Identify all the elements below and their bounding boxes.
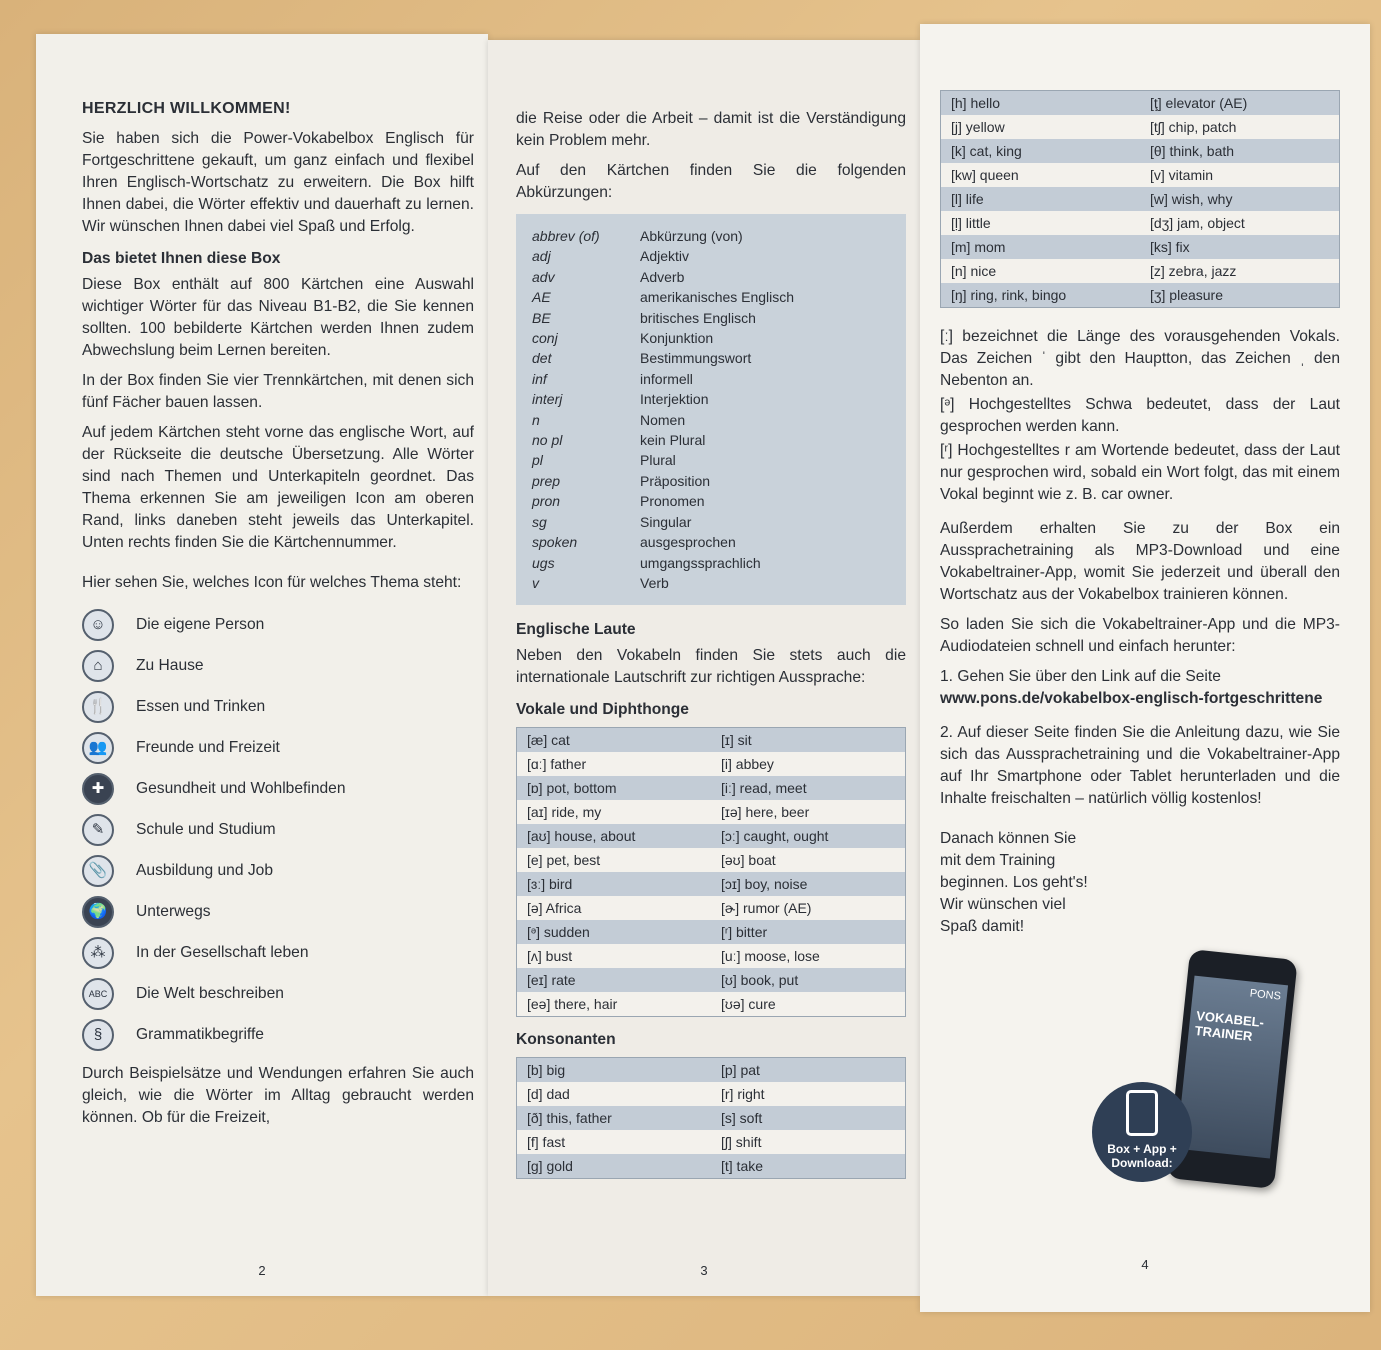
- sound-row: [941, 211, 1340, 235]
- sound-cell: [ʊ] book, put: [711, 968, 906, 992]
- topic-label: Die eigene Person: [136, 615, 265, 633]
- welcome-heading: HERZLICH WILLKOMMEN!: [82, 100, 291, 117]
- sound-row: [941, 259, 1340, 283]
- abbreviation-row: [532, 450, 890, 470]
- sound-cell: [əʊ] boat: [711, 848, 906, 872]
- abbreviation-meaning: kein Plural: [640, 432, 706, 449]
- abbreviation-row: [532, 287, 890, 307]
- topic-label: Unterwegs: [136, 902, 211, 920]
- sound-row: [941, 115, 1340, 139]
- sound-cell: [b] big: [517, 1058, 712, 1083]
- final-text: Danach können Sie mit dem Training beginnen. Los geht's! Wir wünschen viel Spaß damit!: [940, 830, 1088, 935]
- abc-icon: ABC: [82, 978, 114, 1010]
- abbreviation: adv: [532, 268, 555, 285]
- sound-row: [941, 163, 1340, 187]
- plate-icon: 🍴: [82, 691, 114, 723]
- sound-cell: [dʒ] jam, object: [1140, 211, 1340, 235]
- intro-text: Sie haben sich die Power-Vokabelbox Englisch für Fortgeschrittene gekauft, um ganz einfach und flexibel Ihren Englisch-Wortschatz zu erweitern. Die Box hilft Ihnen dabei, die Wörter effektiv und dauerhaft zu lernen. Wir wünschen Ihnen dabei viel Spaß und Erfolg.: [82, 130, 474, 235]
- abbreviation-meaning: informell: [640, 370, 693, 387]
- abbreviation: sg: [532, 513, 547, 530]
- sound-row: [517, 848, 906, 872]
- sound-row: [517, 1106, 906, 1130]
- r-note: [ʳ] Hochgestelltes r am Wortende bedeutet, dass der Laut nur gesprochen wird, sobald ein Wort folgt, das mit einem Vokal beginnt wie z. B. car owner.: [940, 442, 1340, 503]
- sound-cell: [θ] think, bath: [1140, 139, 1340, 163]
- topic-item: [82, 1014, 474, 1055]
- cards-text: Auf jedem Kärtchen steht vorne das englische Wort, auf der Rückseite die deutsche Übersetzung. Alle Wörter sind nach Themen und Unterkapiteln geordnet. Das Thema erkennen Sie am jeweiligen Icon am oberen Rand, links daneben steht jeweils das Unterkapitel. Unten rechts finden Sie die Kärtchennummer.: [82, 424, 474, 551]
- sound-row: [941, 139, 1340, 163]
- sound-cell: [ʳ] bitter: [711, 920, 906, 944]
- house-icon: ⌂: [82, 650, 114, 682]
- sound-row: [517, 776, 906, 800]
- sound-cell: [ɒ] pot, bottom: [517, 776, 712, 800]
- sound-cell: [d] dad: [517, 1082, 712, 1106]
- people-icon: 👥: [82, 732, 114, 764]
- abbreviation-row: [532, 512, 890, 532]
- closing-text: Durch Beispielsätze und Wendungen erfahren Sie auch gleich, wie die Wörter im Alltag gebraucht werden können. Ob für die Freizeit,: [82, 1065, 474, 1126]
- sound-cell: [eɪ] rate: [517, 968, 712, 992]
- badge-text: Box + App + Download:: [1107, 1142, 1177, 1170]
- download-badge: [1092, 1082, 1192, 1182]
- topic-item: [82, 891, 474, 932]
- abbreviation: det: [532, 350, 552, 367]
- box-subheading: Das bietet Ihnen diese Box: [82, 250, 281, 267]
- sound-cell: [ɜː] bird: [517, 872, 712, 896]
- abbreviation-row: [532, 410, 890, 430]
- sound-cell: [ŋ] ring, rink, bingo: [941, 283, 1141, 308]
- abbreviation-meaning: Adverb: [640, 268, 685, 285]
- sound-cell: [ʒ] pleasure: [1140, 283, 1340, 308]
- sound-row: [517, 1130, 906, 1154]
- abbreviations-intro: Auf den Kärtchen finden Sie die folgenden Abkürzungen:: [516, 162, 906, 201]
- vowels-table: [516, 727, 906, 1017]
- phone-title: VOKABEL-TRAINER: [1194, 1008, 1265, 1044]
- sound-row: [941, 283, 1340, 308]
- page-3: [488, 40, 920, 1296]
- topic-item: [82, 604, 474, 645]
- sound-cell: [ţ] elevator (AE): [1140, 91, 1340, 116]
- step-2: 2. Auf dieser Seite finden Sie die Anleitung dazu, wie Sie sich das Aussprachetraining und die Vokabeltrainer-App auf Ihr Smartphone oder Tablet herunterladen und die Inhalte freischalten – natürlich völlig kostenlos!: [940, 724, 1340, 807]
- abbreviation-row: [532, 308, 890, 328]
- abbreviation-meaning: Adjektiv: [640, 248, 690, 265]
- sound-row: [517, 1058, 906, 1083]
- sound-cell: [s] soft: [711, 1106, 906, 1130]
- abbreviation: pl: [532, 452, 543, 469]
- topic-item: [82, 645, 474, 686]
- abbreviation: conj: [532, 330, 558, 347]
- abbreviation-meaning: Plural: [640, 452, 676, 469]
- sound-cell: [ʊə] cure: [711, 992, 906, 1017]
- abbreviation-meaning: Präposition: [640, 472, 711, 489]
- abbreviations-box: [516, 214, 906, 605]
- sound-cell: [l] life: [941, 187, 1141, 211]
- sound-cell: [m] mom: [941, 235, 1141, 259]
- topic-label: Ausbildung und Job: [136, 861, 273, 879]
- topic-item: [82, 686, 474, 727]
- abbreviation-row: [532, 226, 890, 246]
- sound-row: [517, 728, 906, 753]
- sound-cell: [t] take: [711, 1154, 906, 1179]
- cross-icon: ✚: [82, 773, 114, 805]
- schwa-note: [ᵊ] Hochgestelltes Schwa bedeutet, dass der Laut gesprochen werden kann.: [940, 396, 1340, 435]
- smiley-icon: ☺: [82, 609, 114, 641]
- sound-row: [517, 1082, 906, 1106]
- topic-item: [82, 727, 474, 768]
- pencil-icon: ✎: [82, 814, 114, 846]
- sound-cell: [ʃ] shift: [711, 1130, 906, 1154]
- abbreviation: AE: [532, 289, 551, 306]
- abbreviation: n: [532, 411, 540, 428]
- sound-cell: [v] vitamin: [1140, 163, 1340, 187]
- consonants-heading: Konsonanten: [516, 1031, 616, 1049]
- sound-row: [517, 752, 906, 776]
- abbreviation: no pl: [532, 432, 563, 449]
- step-1: [940, 666, 1340, 710]
- topic-label: Grammatikbegriffe: [136, 1025, 264, 1043]
- abbreviation-row: [532, 348, 890, 368]
- abbreviation-row: [532, 328, 890, 348]
- abbreviation-row: [532, 553, 890, 573]
- globe-icon: 🌍: [82, 896, 114, 928]
- step-1-text: 1. Gehen Sie über den Link auf die Seite: [940, 668, 1221, 685]
- pons-url-link[interactable]: www.pons.de/vokabelbox-englisch-fortgeschrittene: [940, 690, 1323, 707]
- abbreviation: v: [532, 574, 539, 591]
- sound-row: [517, 992, 906, 1017]
- icons-intro: Hier sehen Sie, welches Icon für welches Thema steht:: [82, 574, 462, 591]
- sound-cell: [ə] Africa: [517, 896, 712, 920]
- topic-item: [82, 850, 474, 891]
- topic-label: In der Gesellschaft leben: [136, 943, 309, 961]
- page-4: [920, 24, 1370, 1312]
- page-2: [36, 34, 488, 1296]
- topic-icon-list: [82, 604, 474, 1055]
- page-number: 2: [258, 1263, 266, 1278]
- sound-cell: [ɔː] caught, ought: [711, 824, 906, 848]
- abbreviation-row: [532, 532, 890, 552]
- brochure: [30, 22, 1370, 1322]
- sound-cell: [r] right: [711, 1082, 906, 1106]
- abbreviation-row: [532, 491, 890, 511]
- sound-cell: [e] pet, best: [517, 848, 712, 872]
- sound-cell: [n] nice: [941, 259, 1141, 283]
- abbreviation: abbrev (of): [532, 228, 600, 244]
- sound-cell: [z] zebra, jazz: [1140, 259, 1340, 283]
- sound-cell: [ᵊ] sudden: [517, 920, 712, 944]
- sound-cell: [tʃ] chip, patch: [1140, 115, 1340, 139]
- abbreviation: BE: [532, 309, 551, 326]
- phone-brand: PONS: [1249, 987, 1282, 1003]
- sound-row: [517, 920, 906, 944]
- topic-label: Zu Hause: [136, 656, 204, 674]
- abbreviation-meaning: Nomen: [640, 411, 686, 428]
- sounds-text: Neben den Vokabeln finden Sie stets auch die internationale Lautschrift zur richtigen Aussprache:: [516, 647, 906, 687]
- consonants-continued-table: [940, 90, 1340, 308]
- sound-row: [517, 896, 906, 920]
- sound-cell: [f] fast: [517, 1130, 712, 1154]
- continuation-text: die Reise oder die Arbeit – damit ist die Verständigung kein Problem mehr.: [516, 110, 906, 149]
- abbreviation-row: [532, 573, 890, 593]
- sound-cell: [j] yellow: [941, 115, 1141, 139]
- abbreviation: spoken: [532, 534, 578, 551]
- abbreviation: ugs: [532, 554, 555, 571]
- abbreviation: pron: [532, 493, 561, 510]
- abbreviation-meaning: Abkürzung (von): [640, 228, 743, 244]
- sound-cell: [k] cat, king: [941, 139, 1141, 163]
- group-icon: ⁂: [82, 937, 114, 969]
- sound-cell: [ʌ] bust: [517, 944, 712, 968]
- sound-row: [941, 235, 1340, 259]
- abbreviation-row: [532, 471, 890, 491]
- sound-row: [517, 800, 906, 824]
- sound-cell: [p] pat: [711, 1058, 906, 1083]
- sound-cell: [eə] there, hair: [517, 992, 712, 1017]
- topic-label: Freunde und Freizeit: [136, 738, 280, 756]
- sound-row: [517, 1154, 906, 1179]
- sound-cell: [ḷ] little: [941, 211, 1141, 235]
- page-number: 3: [700, 1263, 708, 1278]
- phone-icon: [1126, 1090, 1158, 1136]
- sound-cell: [w] wish, why: [1140, 187, 1340, 211]
- topic-label: Essen und Trinken: [136, 697, 266, 715]
- sound-row: [517, 824, 906, 848]
- abbreviation-meaning: ausgesprochen: [640, 534, 736, 551]
- sound-cell: [g] gold: [517, 1154, 712, 1179]
- abbreviation-row: [532, 389, 890, 409]
- topic-item: [82, 973, 474, 1014]
- sound-cell: [iː] read, meet: [711, 776, 906, 800]
- download-text: So laden Sie sich die Vokabeltrainer-App und die MP3-Audiodateien schnell und einfach herunter:: [940, 616, 1340, 655]
- abbreviation-meaning: Bestimmungswort: [640, 350, 752, 367]
- abbreviation: prep: [532, 472, 561, 489]
- sounds-heading: Englische Laute: [516, 621, 636, 639]
- consonants-table: [516, 1057, 906, 1179]
- abbreviation: interj: [532, 391, 563, 408]
- sound-cell: [ɪ] sit: [711, 728, 906, 753]
- abbreviation-meaning: Pronomen: [640, 493, 705, 510]
- sound-cell: [ks] fix: [1140, 235, 1340, 259]
- abbreviation-meaning: umgangssprachlich: [640, 554, 761, 571]
- sound-row: [517, 944, 906, 968]
- box-description: Diese Box enthält auf 800 Kärtchen eine Auswahl wichtiger Wörter für das Niveau B1-B2, die Sie kennen sollten. 100 bebilderte Kärtchen werden Ihnen zudem Abwechslung beim Lernen bereiten.: [82, 276, 474, 359]
- abbreviation-meaning: britisches Englisch: [640, 309, 756, 326]
- abbreviation: adj: [532, 248, 551, 265]
- abbreviation: inf: [532, 370, 547, 387]
- abbreviation-meaning: Singular: [640, 513, 692, 530]
- sound-cell: [ð] this, father: [517, 1106, 712, 1130]
- sound-row: [941, 91, 1340, 116]
- sound-cell: [aʊ] house, about: [517, 824, 712, 848]
- phone-screen: [1176, 976, 1288, 1159]
- sound-cell: [h] hello: [941, 91, 1141, 116]
- abbreviation-row: [532, 369, 890, 389]
- topic-label: Die Welt beschreiben: [136, 984, 284, 1002]
- abbreviation-meaning: Interjektion: [640, 391, 709, 408]
- topic-item: [82, 809, 474, 850]
- sound-cell: [ɚ] rumor (AE): [711, 896, 906, 920]
- topic-item: [82, 768, 474, 809]
- sound-row: [517, 968, 906, 992]
- page-number: 4: [1141, 1257, 1149, 1272]
- paragraph-icon: §: [82, 1019, 114, 1051]
- length-note: [ː] bezeichnet die Länge des vorausgehenden Vokals. Das Zeichen ˈ gibt den Hauptton, das Zeichen ˌ den Nebenton an.: [940, 328, 1340, 389]
- sound-cell: [uː] moose, lose: [711, 944, 906, 968]
- sound-cell: [kw] queen: [941, 163, 1141, 187]
- sound-cell: [aɪ] ride, my: [517, 800, 712, 824]
- abbreviation-meaning: amerikanisches Englisch: [640, 289, 795, 306]
- topic-label: Gesundheit und Wohlbefinden: [136, 779, 346, 797]
- sound-cell: [æ] cat: [517, 728, 712, 753]
- sound-row: [941, 187, 1340, 211]
- vowels-heading: Vokale und Diphthonge: [516, 701, 689, 719]
- topic-item: [82, 932, 474, 973]
- sound-cell: [ɪə] here, beer: [711, 800, 906, 824]
- topic-label: Schule und Studium: [136, 820, 276, 838]
- abbreviation-row: [532, 246, 890, 266]
- abbreviation-meaning: Konjunktion: [640, 330, 714, 347]
- paperclip-icon: 📎: [82, 855, 114, 887]
- abbreviation-row: [532, 430, 890, 450]
- abbreviation-meaning: Verb: [640, 574, 669, 591]
- abbreviation-row: [532, 267, 890, 287]
- sound-cell: [ɔɪ] boy, noise: [711, 872, 906, 896]
- app-text: Außerdem erhalten Sie zu der Box ein Aussprachetraining als MP3-Download und eine Vokabeltrainer-App, womit Sie jederzeit und überall den Wortschatz aus der Vokabelbox trainieren können.: [940, 520, 1340, 603]
- sound-row: [517, 872, 906, 896]
- sound-cell: [i] abbey: [711, 752, 906, 776]
- dividers-text: In der Box finden Sie vier Trennkärtchen, mit denen sich fünf Fächer bauen lassen.: [82, 372, 474, 411]
- sound-cell: [ɑː] father: [517, 752, 712, 776]
